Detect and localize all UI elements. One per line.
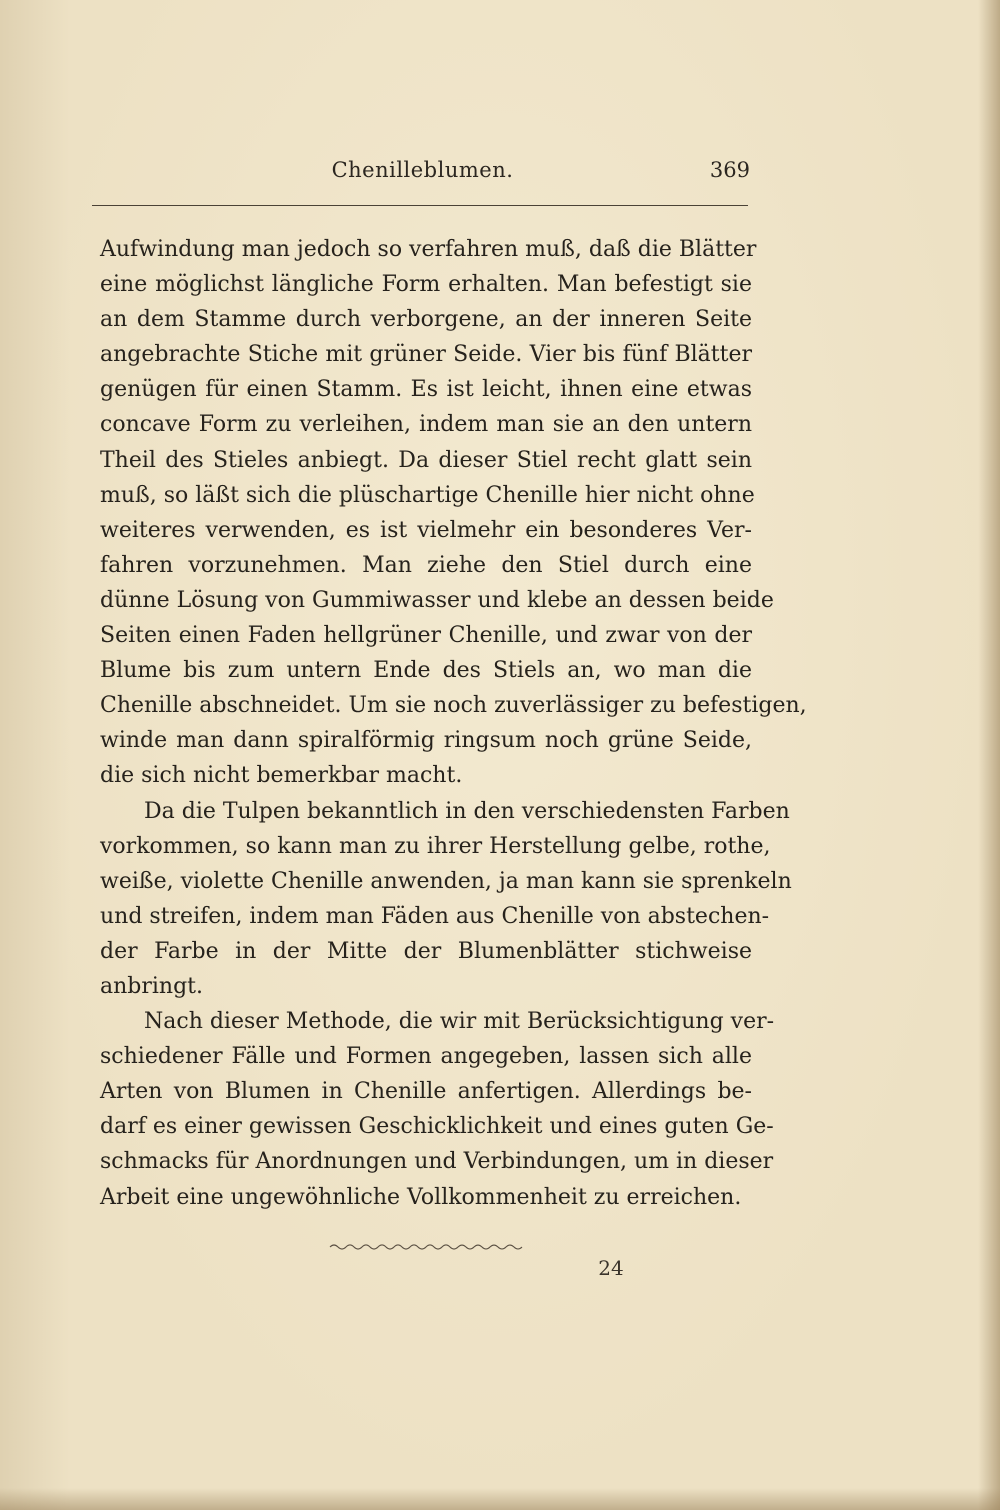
- text-line: angebrachte Stiche mit grüner Seide. Vier bis fünf Blätter: [100, 342, 752, 368]
- text-line: der Farbe in der Mitte der Blumenblätter stichweise: [100, 938, 752, 964]
- text-line: Seiten einen Faden hellgrüner Chenille, und zwar von der: [100, 623, 752, 649]
- text-line: Da die Tulpen bekanntlich in den verschiedensten Farben: [144, 798, 790, 824]
- page-right-edge: [978, 0, 1000, 1510]
- text-line: dünne Lösung von Gummiwasser und klebe an dessen beide: [100, 587, 774, 613]
- text-line: muß, so läßt sich die plüschartige Chenille hier nicht ohne: [100, 482, 755, 508]
- body-text: [100, 232, 807, 1215]
- text-line: Theil des Stieles anbiegt. Da dieser Stiel recht glatt sein: [100, 447, 752, 473]
- text-line: winde man dann spiralförmig ringsum noch grüne Seide,: [100, 728, 752, 754]
- signature-mark: 24: [598, 1256, 624, 1280]
- text-line: an dem Stamme durch verborgene, an der inneren Seite: [100, 307, 752, 333]
- text-line: Arten von Blumen in Chenille anfertigen. Allerdings be-: [100, 1079, 752, 1105]
- text-line: Nach dieser Methode, die wir mit Berücksichtigung ver-: [144, 1009, 775, 1035]
- text-line: darf es einer gewissen Geschicklichkeit und eines guten Ge-: [100, 1114, 774, 1140]
- text-line: genügen für einen Stamm. Es ist leicht, ihnen eine etwas: [100, 377, 752, 403]
- text-line: vorkommen, so kann man zu ihrer Herstellung gelbe, rothe,: [100, 833, 771, 859]
- text-line: weiße, violette Chenille anwenden, ja man kann sie sprenkeln: [100, 868, 792, 894]
- text-line: Blume bis zum untern Ende des Stiels an, wo man die: [100, 658, 752, 684]
- page-number: 369: [709, 158, 750, 182]
- text-line: Arbeit eine ungewöhnliche Vollkommenheit zu erreichen.: [100, 1184, 742, 1210]
- text-line: fahren vorzunehmen. Man ziehe den Stiel durch eine: [100, 552, 752, 578]
- page-gutter-shadow: [0, 0, 70, 1510]
- text-line: Aufwindung man jedoch so verfahren muß, daß die Blätter: [100, 237, 757, 262]
- text-line: eine möglichst längliche Form erhalten. Man befestigt sie: [100, 272, 752, 298]
- closing-ornament: [328, 1240, 524, 1254]
- text-line: anbringt.: [100, 973, 204, 999]
- text-line: concave Form zu verleihen, indem man sie an den untern: [100, 412, 752, 438]
- text-line: die sich nicht bemerkbar macht.: [100, 763, 463, 789]
- page-bottom-edge: [0, 1488, 1000, 1510]
- text-line: und streifen, indem man Fäden aus Chenille von abstechen-: [100, 903, 770, 929]
- running-head: [95, 158, 750, 192]
- text-line: weiteres verwenden, es ist vielmehr ein besonderes Ver-: [100, 517, 752, 543]
- text-line: schmacks für Anordnungen und Verbindungen, um in dieser: [100, 1149, 774, 1175]
- text-line: schiedener Fälle und Formen angegeben, lassen sich alle: [100, 1044, 752, 1070]
- header-rule: [92, 205, 748, 206]
- text-line: Chenille abschneidet. Um sie noch zuverlässiger zu befestigen,: [100, 693, 807, 719]
- running-title: Chenilleblumen.: [331, 158, 514, 182]
